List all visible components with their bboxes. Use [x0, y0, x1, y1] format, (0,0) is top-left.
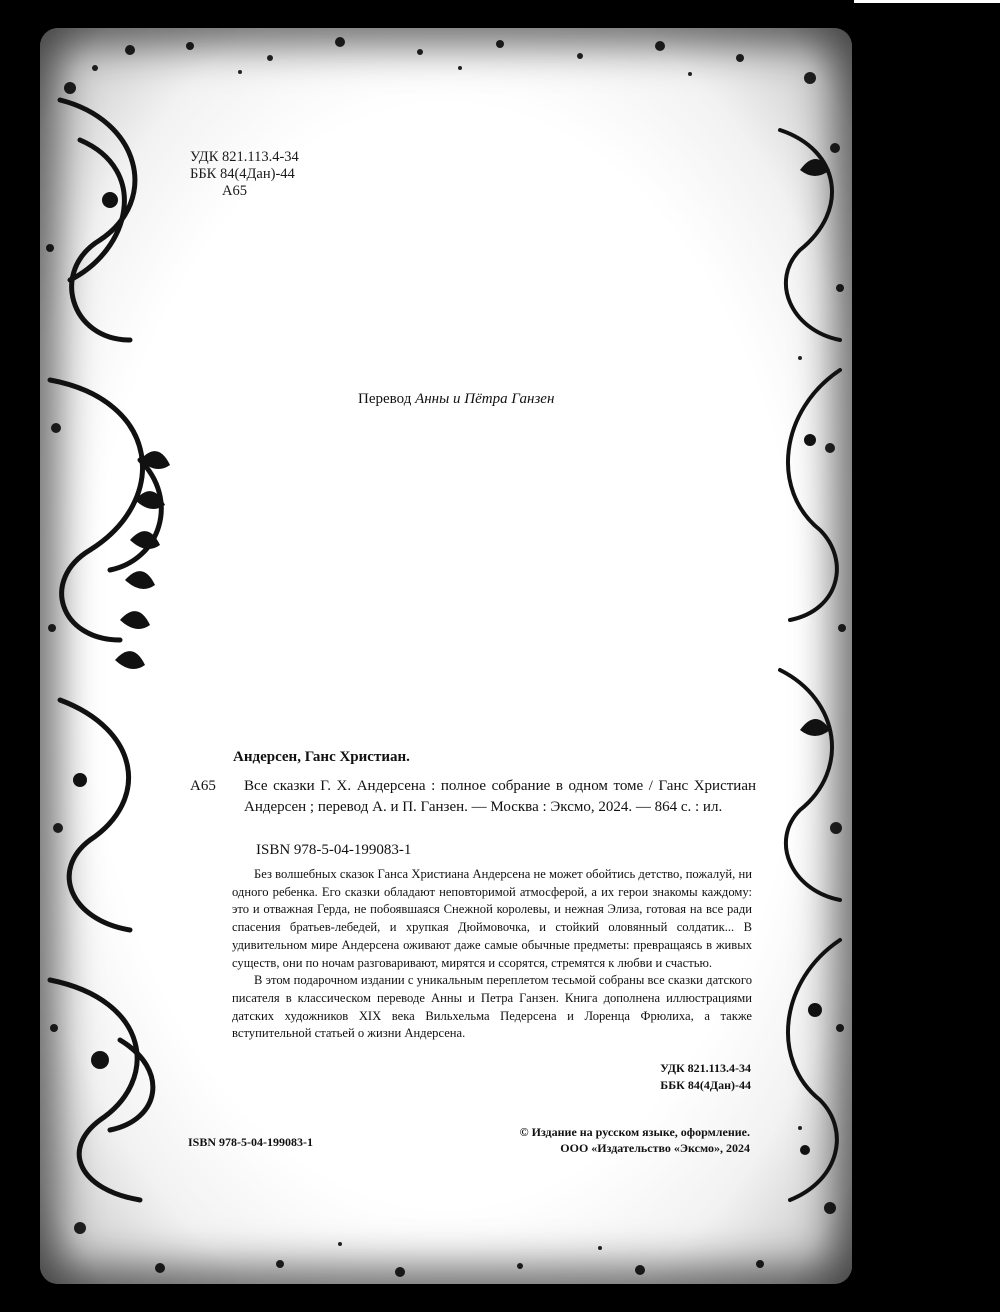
aged-paper-sheet	[40, 28, 852, 1284]
author-mark: А65	[222, 183, 247, 199]
bbk-code-bottom: ББК 84(4Дан)-44	[660, 1078, 751, 1092]
copyright-notice	[470, 1124, 750, 1156]
isbn-line: ISBN 978-5-04-199083-1	[256, 842, 412, 858]
footer-isbn: ISBN 978-5-04-199083-1	[188, 1135, 313, 1149]
annotation-paragraph-1: Без волшебных сказок Ганса Христиана Андерсена не может обойтись детство, пожалуй, ни одного ребенка. Его сказки обладают неповторимой атмосферой, а их герои знакомы каждому: это и отважная Герда, не побоявшаяся Снежной королевы, и нежная Элиза, готовая на все ради спасения братьев-лебедей, и хрупкая Дюймовочка, и стойкий оловянный солдатик... В удивительном мире Андерсена оживают даже самые обычные предметы: превращаясь в живых существ, они по ночам разговаривают, мирятся и ссорятся, стремятся к любви и счастью.	[232, 867, 752, 970]
annotation	[232, 866, 752, 1043]
copyright-line-2: ООО «Издательство «Эксмо», 2024	[560, 1141, 750, 1155]
translation-credit	[358, 391, 554, 408]
udk-code: УДК 821.113.4-34	[190, 149, 299, 165]
translator-names: Анны и Пётра Ганзен	[415, 391, 555, 407]
udk-code-bottom: УДК 821.113.4-34	[660, 1061, 751, 1075]
bbk-code: ББК 84(4Дан)-44	[190, 166, 295, 182]
translation-prefix: Перевод	[358, 391, 416, 407]
udk-bbk-header	[190, 149, 299, 200]
bibliographic-description	[231, 776, 756, 818]
top-edge-highlight	[854, 0, 1000, 3]
copyright-line-1: © Издание на русском языке, оформление.	[519, 1125, 750, 1139]
description-text: Все сказки Г. Х. Андерсена : полное собрание в одном томе / Ганс Христиан Андерсен ; перевод А. и П. Ганзен. — Москва : Эксмо, 2024. — 864 с. : ил.	[244, 778, 756, 815]
annotation-paragraph-2: В этом подарочном издании с уникальным переплетом тесьмой собраны все сказки датского писателя в классическом переводе Анны и Петра Ганзен. Книга дополнена иллюстрациями датских художников XIX века Вильхельма Педерсена и Лоренца Фрюлиха, а также вступительной статьей о жизни Андерсена.	[232, 973, 752, 1041]
bibliographic-author-mark: А65	[190, 778, 216, 794]
classification-codes	[600, 1060, 751, 1094]
author-heading: Андерсен, Ганс Христиан.	[233, 749, 410, 765]
